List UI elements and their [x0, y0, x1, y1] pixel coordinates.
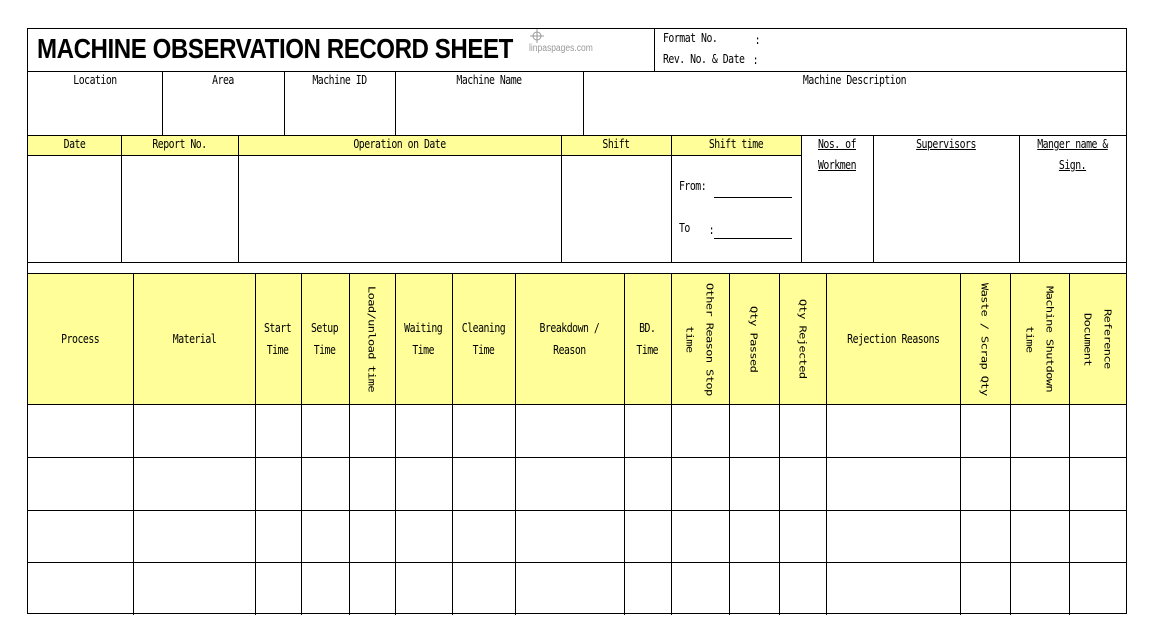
- column-header-text: Cleaning: [461, 321, 506, 335]
- area-label: Area: [212, 73, 234, 87]
- record-sheet: [27, 28, 1127, 614]
- column-header-text: BD.: [639, 321, 656, 335]
- divider: [801, 135, 802, 262]
- divider: [28, 262, 1126, 263]
- divider: [28, 404, 1126, 405]
- column-header: [515, 274, 624, 404]
- column-header: [255, 274, 301, 404]
- column-header: [1069, 274, 1126, 404]
- rev-no-sep: :: [752, 53, 759, 67]
- nos-of-workmen-label-2: Workmen: [817, 158, 857, 172]
- nos-of-workmen-label-1: Nos. of: [817, 137, 857, 151]
- column-header-text: Document: [1081, 312, 1094, 366]
- column-header: [395, 274, 452, 404]
- machine-description-label: Machine Description: [802, 73, 907, 87]
- column-header-text: Time: [472, 343, 495, 357]
- date-label: Date: [63, 137, 86, 151]
- shift-label: Shift: [602, 137, 630, 151]
- column-header-text: Waiting: [404, 321, 443, 335]
- column-header-text: time: [1023, 325, 1036, 353]
- column-header: [826, 274, 960, 404]
- column-header: [671, 274, 729, 404]
- column-header-text: Start: [264, 321, 292, 335]
- divider: [238, 135, 239, 262]
- machine-id-label: Machine ID: [312, 73, 367, 87]
- format-no-sep: :: [754, 33, 761, 47]
- column-header: [624, 274, 671, 404]
- manager-label-2: Sign.: [1058, 158, 1087, 172]
- watermark: linpaspages.com: [529, 43, 593, 54]
- table-row: [28, 510, 1126, 511]
- format-no-label: Format No.: [663, 31, 718, 45]
- column-header: [452, 274, 515, 404]
- divider: [395, 71, 396, 135]
- column-header: [349, 274, 395, 404]
- machine-name-label: Machine Name: [456, 73, 522, 87]
- column-header: [28, 274, 133, 404]
- crosshair-icon: [530, 29, 544, 43]
- divider: [1019, 135, 1020, 262]
- shift-time-label: Shift time: [708, 137, 764, 151]
- column-header: [133, 274, 255, 404]
- column-header-text: Time: [636, 343, 659, 357]
- column-header-text: Process: [61, 332, 100, 346]
- divider: [583, 71, 584, 135]
- column-header-text: Machine Shutdown: [1043, 286, 1056, 392]
- to-label: To: [679, 221, 690, 235]
- table-row: [28, 562, 1126, 563]
- column-header: [1010, 274, 1069, 404]
- to-sep: :: [708, 223, 715, 237]
- rev-no-label: Rev. No. & Date: [663, 52, 745, 66]
- report-no-label: Report No.: [152, 137, 207, 151]
- divider: [654, 29, 655, 71]
- column-header-text: Reason: [553, 343, 586, 357]
- column-header-text: Qty Passed: [748, 305, 760, 373]
- divider: [28, 71, 1126, 72]
- column-header-text: Time: [412, 343, 435, 357]
- column-header-text: Material: [172, 332, 216, 346]
- divider: [121, 135, 122, 262]
- divider: [873, 135, 874, 262]
- column-header: [729, 274, 779, 404]
- table-row: [28, 457, 1126, 458]
- column-header-text: time: [684, 325, 696, 353]
- column-header: [960, 274, 1010, 404]
- from-label: From:: [679, 179, 707, 193]
- divider: [284, 71, 285, 135]
- column-header-text: Rejection Reasons: [846, 332, 940, 346]
- supervisors-label: Supervisors: [916, 137, 976, 151]
- divider: [671, 135, 672, 262]
- column-header-text: Waste / Scrap Qty: [979, 282, 991, 396]
- to-time-field[interactable]: [714, 238, 792, 239]
- column-header-text: Qty Rejected: [796, 299, 809, 379]
- column-header-text: Time: [267, 343, 289, 357]
- location-label: Location: [73, 73, 117, 87]
- divider: [561, 135, 562, 262]
- column-header-text: Other Reason Stop: [704, 282, 716, 396]
- column-header-text: Breakdown /: [539, 321, 600, 335]
- column-header: [301, 274, 349, 404]
- column-header-text: Load/unload time: [366, 286, 378, 392]
- manager-label-1: Manger name &: [1037, 137, 1108, 151]
- page-title: MACHINE OBSERVATION RECORD SHEET: [37, 33, 513, 64]
- column-header-text: Time: [314, 343, 336, 357]
- column-header-text: Reference: [1101, 309, 1114, 369]
- column-header-text: Setup: [311, 321, 339, 335]
- divider: [162, 71, 163, 135]
- divider: [28, 155, 801, 156]
- column-header: [779, 274, 826, 404]
- from-time-field[interactable]: [714, 197, 792, 198]
- operation-on-date-label: Operation on Date: [353, 137, 446, 151]
